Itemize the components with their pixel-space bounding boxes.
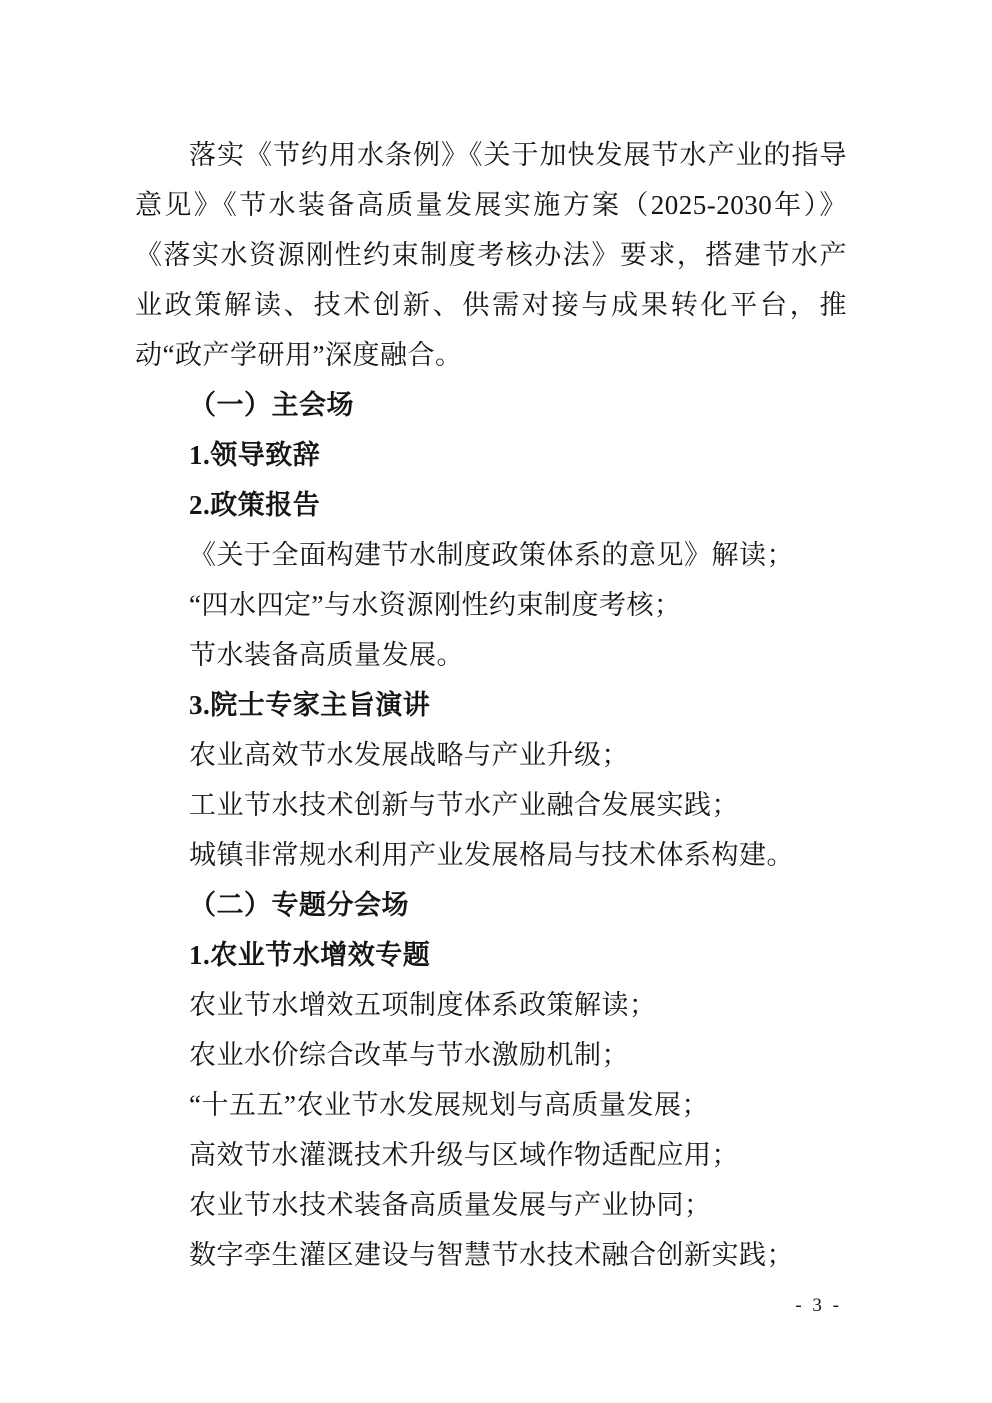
agenda-line: “十五五”农业节水发展规划与高质量发展；: [189, 1090, 709, 1120]
agenda-line: 工业节水技术创新与节水产业融合发展实践；: [189, 790, 739, 820]
item-heading: 2.政策报告: [189, 490, 321, 520]
agenda-line: 数字孪生灌区建设与智慧节水技术融合创新实践；: [189, 1240, 794, 1270]
item-heading: 3.院士专家主旨演讲: [189, 690, 431, 720]
item-heading: 1.领导致辞: [189, 440, 321, 470]
intro-paragraph: 落实《节约用水条例》《关于加快发展节水产业的指导意见》《节水装备高质量发展实施方案（2025-2030年）》《落实水资源刚性约束制度考核办法》要求，搭建节水产业政策解读、技术创新、供需对接与成果转化平台，推动“政产学研用”深度融合。: [135, 140, 847, 370]
document-body: [135, 130, 847, 1280]
agenda-line: 高效节水灌溉技术升级与区域作物适配应用；: [189, 1140, 739, 1170]
item-heading: 1.农业节水增效专题: [189, 940, 431, 970]
section-heading: （二）专题分会场: [189, 890, 409, 920]
agenda-line: 节水装备高质量发展。: [189, 640, 464, 670]
agenda-line: 农业节水技术装备高质量发展与产业协同；: [189, 1190, 712, 1220]
agenda-line: 《关于全面构建节水制度政策体系的意见》解读；: [189, 540, 794, 570]
agenda-line: 农业高效节水发展战略与产业升级；: [189, 740, 629, 770]
agenda-line: 农业水价综合改革与节水激励机制；: [189, 1040, 629, 1070]
agenda-line: 城镇非常规水利用产业发展格局与技术体系构建。: [189, 840, 794, 870]
page-number: - 3 -: [795, 1295, 842, 1316]
agenda-line: “四水四定”与水资源刚性约束制度考核；: [189, 590, 682, 620]
section-heading: （一）主会场: [189, 390, 354, 420]
agenda-line: 农业节水增效五项制度体系政策解读；: [189, 990, 657, 1020]
